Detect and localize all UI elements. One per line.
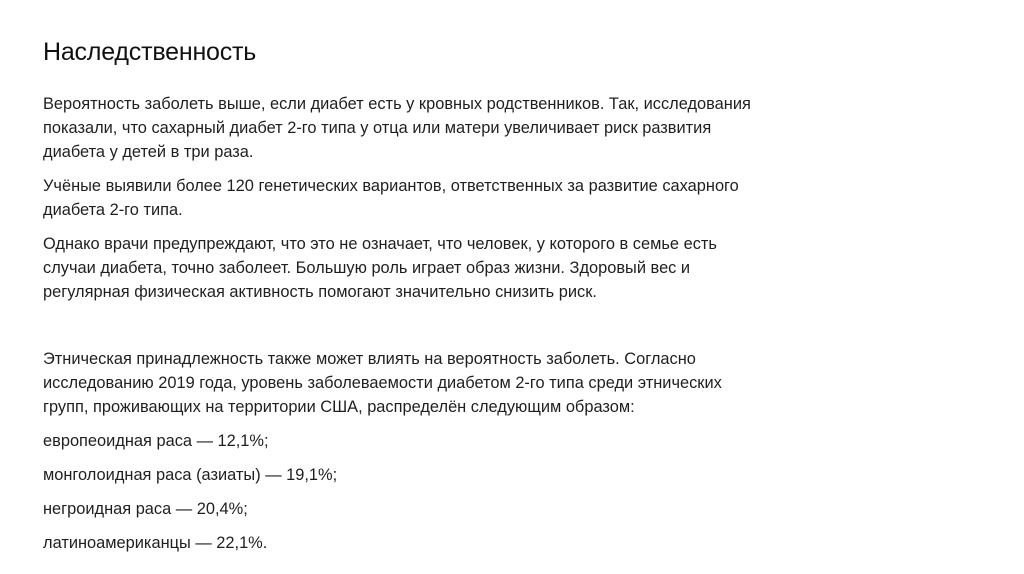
slide-title: Наследственность: [43, 38, 257, 66]
list-item: европеоидная раса — 12,1%;: [43, 432, 269, 450]
text-line: регулярная физическая активность помогают значительно снизить риск.: [43, 283, 597, 301]
list-item: монголоидная раса (азиаты) — 19,1%;: [43, 466, 338, 484]
paragraph-genetic-variants: [43, 174, 943, 222]
text-line: исследованию 2019 года, уровень заболеваемости диабетом 2-го типа среди этнических: [43, 374, 722, 392]
paragraph-lifestyle: [43, 232, 943, 304]
slide-body: [43, 92, 943, 555]
text-line: показали, что сахарный диабет 2-го типа у отца или матери увеличивает риск развития: [43, 119, 712, 137]
list-item: латиноамериканцы — 22,1%.: [43, 534, 268, 552]
text-line: диабета у детей в три раза.: [43, 143, 254, 161]
text-line: случаи диабета, точно заболеет. Большую роль играет образ жизни. Здоровый вес и: [43, 259, 691, 277]
text-line: групп, проживающих на территории США, распределён следующим образом:: [43, 398, 635, 416]
paragraph-ethnicity: [43, 347, 943, 419]
text-line: Вероятность заболеть выше, если диабет есть у кровных родственников. Так, исследования: [43, 95, 751, 113]
text-line: Этническая принадлежность также может влиять на вероятность заболеть. Согласно: [43, 350, 696, 368]
paragraph-heredity-risk: [43, 92, 943, 164]
text-line: Учёные выявили более 120 генетических вариантов, ответственных за развитие сахарного: [43, 177, 739, 195]
text-line: диабета 2-го типа.: [43, 201, 183, 219]
text-line: Однако врачи предупреждают, что это не означает, что человек, у которого в семье есть: [43, 235, 717, 253]
list-item: негроидная раса — 20,4%;: [43, 500, 248, 518]
